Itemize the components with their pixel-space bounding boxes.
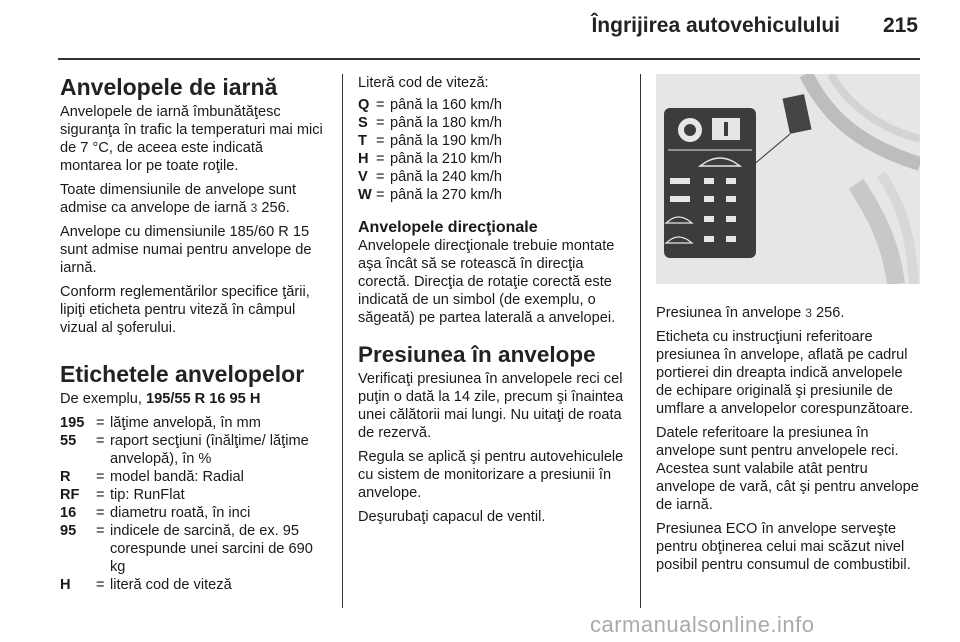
- chapter-title: Îngrijirea autovehiculului: [591, 14, 840, 37]
- paragraph: Eticheta cu instrucţiuni referitoare presiunea în anvelope, aflată pe cadrul portierei din dreapta indică anvelopele de echipare originală şi presiunile de umflare a anvelopelor corespunzătoare.: [656, 329, 914, 417]
- paragraph: Regula se aplică şi pentru autovehiculele cu sistem de monitorizare a presiunii în anvelope.: [358, 449, 624, 501]
- page-reference[interactable]: 256.: [261, 200, 290, 216]
- tyre-pressure-label-illustration: [656, 74, 920, 284]
- paragraph: Anvelopele direcţionale trebuie montate aşa încât să se rotească în direcţia corectă. Direcţia de rotaţie corectă este indicată de un simbol (de exemplu, o săgeată) pe partea laterală a anvelopei.: [358, 238, 616, 326]
- heading-tyre-labels: Etichetele anvelopelor: [60, 361, 305, 387]
- column-divider: [342, 74, 343, 608]
- paragraph: Deşurubaţi capacul de ventil.: [358, 509, 546, 525]
- paragraph: Anvelope cu dimensiunile 185/60 R 15 sunt admise numai pentru anvelope de iarnă.: [60, 224, 312, 276]
- speed-row: V = până la 240 km/h: [358, 169, 502, 185]
- definition-row: 55 = raport secţiuni (înălţime/ lăţime anvelopă), în %: [60, 433, 309, 467]
- watermark: carmanualsonline.info: [590, 612, 815, 637]
- page-number: 215: [882, 14, 918, 37]
- paragraph: Anvelopele de iarnă îmbunătăţesc siguranţa în trafic la temperaturi mai mici de 7 °C, de aceea este indicată montarea lor pe toate roţile.: [60, 104, 323, 174]
- column-divider: [640, 74, 641, 608]
- speed-code-title: Literă cod de viteză:: [358, 75, 489, 91]
- heading-tyre-pressure: Presiunea în anvelope: [358, 342, 596, 367]
- speed-row: H = până la 210 km/h: [358, 151, 502, 167]
- paragraph: Presiunea ECO în anvelope serveşte pentru obţinerea celui mai scăzut nivel posibil pentru consumul de combustibil.: [656, 521, 911, 573]
- speed-row: Q = până la 160 km/h: [358, 97, 502, 113]
- paragraph: Presiunea în anvelope 3 256.: [656, 305, 845, 321]
- paragraph: Toate dimensiunile de anvelope sunt admise ca anvelope de iarnă 3 256.: [60, 182, 297, 216]
- column-1: [60, 74, 328, 600]
- paragraph: Conform reglementărilor specifice ţării, lipiţi eticheta pentru viteză în câmpul vizual al şoferului.: [60, 284, 310, 336]
- speed-code-list: [358, 96, 626, 204]
- example-line: De exemplu, 195/55 R 16 95 H: [60, 391, 261, 407]
- column-3: [656, 74, 922, 580]
- page-reference-icon: 3: [250, 201, 258, 215]
- definition-row: RF = tip: RunFlat: [60, 487, 185, 503]
- definition-row: R = model bandă: Radial: [60, 469, 244, 485]
- header-divider: [58, 58, 920, 60]
- page-reference-icon: 3: [805, 306, 812, 320]
- tyre-code-definitions: [60, 414, 328, 594]
- heading-directional-tyres: Anvelopele direcţionale: [358, 219, 538, 236]
- definition-row: 195 = lăţime anvelopă, în mm: [60, 415, 261, 431]
- page-header: [0, 0, 960, 58]
- speed-row: T = până la 190 km/h: [358, 133, 502, 149]
- speed-row: S = până la 180 km/h: [358, 115, 502, 131]
- door-frame-label-drawing: [656, 74, 920, 284]
- definition-row: H = literă cod de viteză: [60, 577, 232, 593]
- example-code: 195/55 R 16 95 H: [145, 391, 261, 407]
- definition-row: 95 = indicele de sarcină, de ex. 95 corespunde unei sarcini de 690 kg: [60, 523, 313, 575]
- paragraph: Datele referitoare la presiunea în anvelope sunt pentru anvelopele reci. Acestea sunt valabile atât pentru anvelope de vară, cât şi pentru anvelope de iarnă.: [656, 425, 919, 513]
- heading-winter-tyres: Anvelopele de iarnă: [60, 74, 278, 100]
- paragraph: Verificaţi presiunea în anvelopele reci cel puţin o dată la 14 zile, precum şi înaintea unei călătorii mai lungi. Nu uitaţi de roata de rezervă.: [358, 371, 624, 441]
- column-2: [358, 74, 626, 532]
- definition-row: 16 = diametru roată, în inci: [60, 505, 251, 521]
- speed-row: W = până la 270 km/h: [358, 187, 502, 203]
- page-reference[interactable]: 256.: [816, 305, 845, 321]
